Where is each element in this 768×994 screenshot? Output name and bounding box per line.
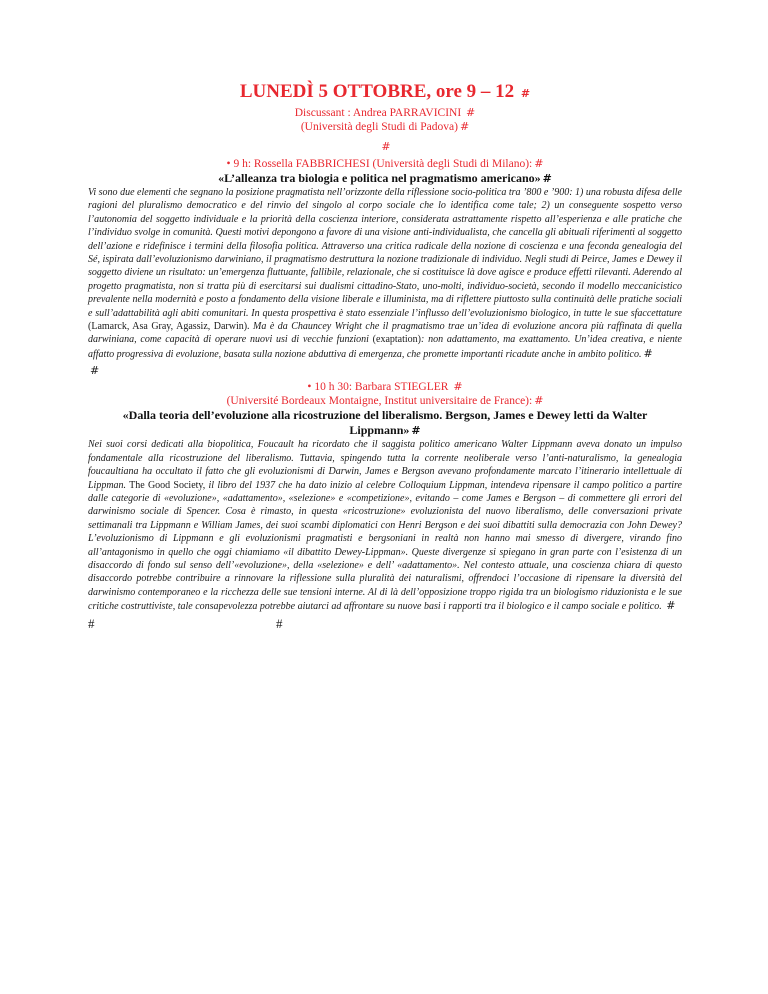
footer-marks (88, 616, 682, 636)
talk-2-title-text: «Dalla teoria dell’evoluzione alla ricostruzione del liberalismo. Bergson, James e Dewey letti da Walter Lippmann» (122, 408, 648, 438)
talk-2-abstract-part1: Nei suoi corsi dedicati alla biopolitica, Foucault ha ricordato che il saggista politico americano Walter Lippmann aveva donato un impulso fondamentale alla ricostruzione del liberalismo. Tuttavia, spingendo tutta la corrente neoliberale verso l’anti-naturalismo, la genealogia foucaultiana ha occultato il fatto che gli evoluzionismi di Darwin, James e Bergson avevano profondamente marcato l’itinerario intellettuale di Lippman. (88, 439, 682, 491)
talk-2-abstract-roman: The Good Society, (126, 479, 206, 491)
program-page (88, 80, 682, 636)
talk-2-affiliation (88, 394, 682, 408)
paragraph-mark: # (381, 140, 391, 153)
paragraph-mark: # (90, 364, 100, 378)
talk-1-abstract (88, 186, 682, 361)
talk-1-speaker-text: • 9 h: Rossella FABBRICHESI (Università degli Studi di Milano): (226, 158, 533, 170)
paragraph-mark: # (520, 87, 531, 100)
blank-line-mark (88, 361, 682, 380)
paragraph-mark: # (466, 106, 476, 119)
session-title-text: LUNEDÌ 5 OTTOBRE, ore 9 – 12 (239, 81, 515, 102)
talk-1-speaker (88, 157, 682, 171)
footer-mark-left: # (88, 615, 95, 631)
paragraph-mark: # (666, 599, 676, 613)
paragraph-mark: # (459, 120, 470, 133)
talk-2-affiliation-text: (Université Bordeaux Montaigne, Institut universitaire de France): (226, 395, 533, 408)
paragraph-mark: # (411, 424, 421, 438)
paragraph-mark: # (643, 346, 653, 360)
session-title (88, 80, 682, 106)
talk-1-abstract-roman2: (exaptation) (372, 334, 421, 346)
talk-1-title (88, 171, 682, 186)
talk-2-title (88, 408, 682, 438)
paragraph-mark: # (534, 394, 544, 408)
discussant-affiliation (88, 120, 682, 134)
talk-2-speaker-text: • 10 h 30: Barbara STIEGLER (307, 381, 449, 394)
talk-1-abstract-part2: Ma è da Chauncey Wright che il pragmatismo trae un’idea di evoluzione ancora più raffinata di quella darwiniana, come capacità di operare nuovi usi di vecchie funzioni (88, 321, 683, 346)
talk-1-abstract-part1: Vi sono due elementi che segnano la posizione pragmatista nell’orizzonte della riflessione socio-politica tra ’800 e ’900: 1) una robusta difesa delle ragioni del pluralismo democratico e del rinvio del singolo al corpo sociale che lo identifica come tale; 2) un conseguente sospetto verso l’autonomia del soggetto individuale e la priorità della coscienza interiore, considerata astrattamente rispetto all’esperienza e alle pratiche che l’individuo svolge in comunità. Questi motivi depongono a favore di una visione anti-individualista, che cancella gli abituali riferimenti al soggetto dell’azione e ridefinisce i termini della filosofia politica. Attraverso una critica radicale della nozione di coscienza e una feconda genealogia del Sé, ispirata dall’evoluzionismo darwiniano, il pragmatismo destruttura la nozione tradizionale di individuo. Negli studi di Peirce, James e Dewey il soggetto diviene un risultato: un’emergenza fluttuante, fallibile, relazionale, che si costituisce là dove agisce e produce effetti rilevanti. Aderendo al progetto pragmatista, non si tratta più di esercitarsi sui dualismi cittadino-Stato, uno-molti, individuo-società, secondo il modello meccanicistico prevalente nella modernità e posto a fondamento della visione liberale e illuminista, ma di riflettere piuttosto sulla continuità delle pratiche sociali e sull’adattabilità agli abiti comunitari. In questa prospettiva è stato essenziale l’influsso dell’evoluzionismo biologico, in tutte le sue sfaccettature (88, 187, 682, 319)
discussant-text: Discussant : Andrea PARRAVICINI (294, 107, 462, 119)
paragraph-mark: # (534, 157, 544, 170)
talk-1-title-text: «L’alleanza tra biologia e politica nel pragmatismo americano» (218, 171, 541, 185)
talk-2-abstract (88, 438, 682, 613)
talk-2-abstract-part2: il libro del 1937 che ha dato inizio al celebre Colloquium Lippman, intendeva ripensare il campo politico a partire dalle categorie di «evoluzione», «adattamento», «selezione» e «competizione», evitando – come James e Bergson – di commettere gli errori del darwinismo sociale di Spencer. Cosa è rimasto, in questa «ricostruzione» evoluzionista del nuovo liberalismo, delle conversazioni private settimanali tra Lippmann e William James, dei suoi scambi diplomatici con Henri Bergson e dei suoi dibattiti sulla democrazia con John Dewey? L’evoluzionismo di Lippmann e gli evoluzionismi pragmatisti e bergsoniani in realtà non hanno mai smesso di divergere, virando fino all’antagonismo in quello che oggi chiamiamo «il dibattito Dewey-Lippman». Queste divergenze si spiegano in gran parte con l’esistenza di un disaccordo di fondo sul senso dell’«evoluzione», della «selezione» e dell’ «adattamento». Nel contesto attuale, una coscienza chiara di questo disaccordo potrebbe contribuire a rinnovare la riflessione sulla pluralità dei naturalismi, offrendoci l’occasione di ripensare la diversità del darwinismo contemporaneo e la ricchezza delle sue tensioni interne. Al di là dell’opposizione troppo rigida tra un biologismo riduzionista e le sue critiche costruttiviste, tale consapevolezza potrebbe aiutarci ad affrontare su nuove basi i rapporti tra il biologico e il campo sociale e politico. (88, 479, 682, 613)
talk-1-abstract-part3: : non adattamento, ma exattamento. Un’idea creativa, e niente affatto progressiva di evoluzione, basata sulla nozione abduttiva di emergenza, che promette importanti ricadute anche in ambito politico. (88, 334, 682, 360)
talk-1-abstract-roman: (Lamarck, Asa Gray, Agassiz, Darwin). (88, 321, 250, 333)
talk-2-speaker (88, 380, 682, 394)
paragraph-mark: # (542, 172, 552, 185)
spacer-mark (88, 136, 682, 157)
paragraph-mark: # (453, 380, 463, 394)
discussant-line (88, 106, 682, 120)
footer-mark-right: # (276, 615, 283, 631)
discussant-affiliation-text: (Università degli Studi di Padova) (300, 121, 458, 133)
